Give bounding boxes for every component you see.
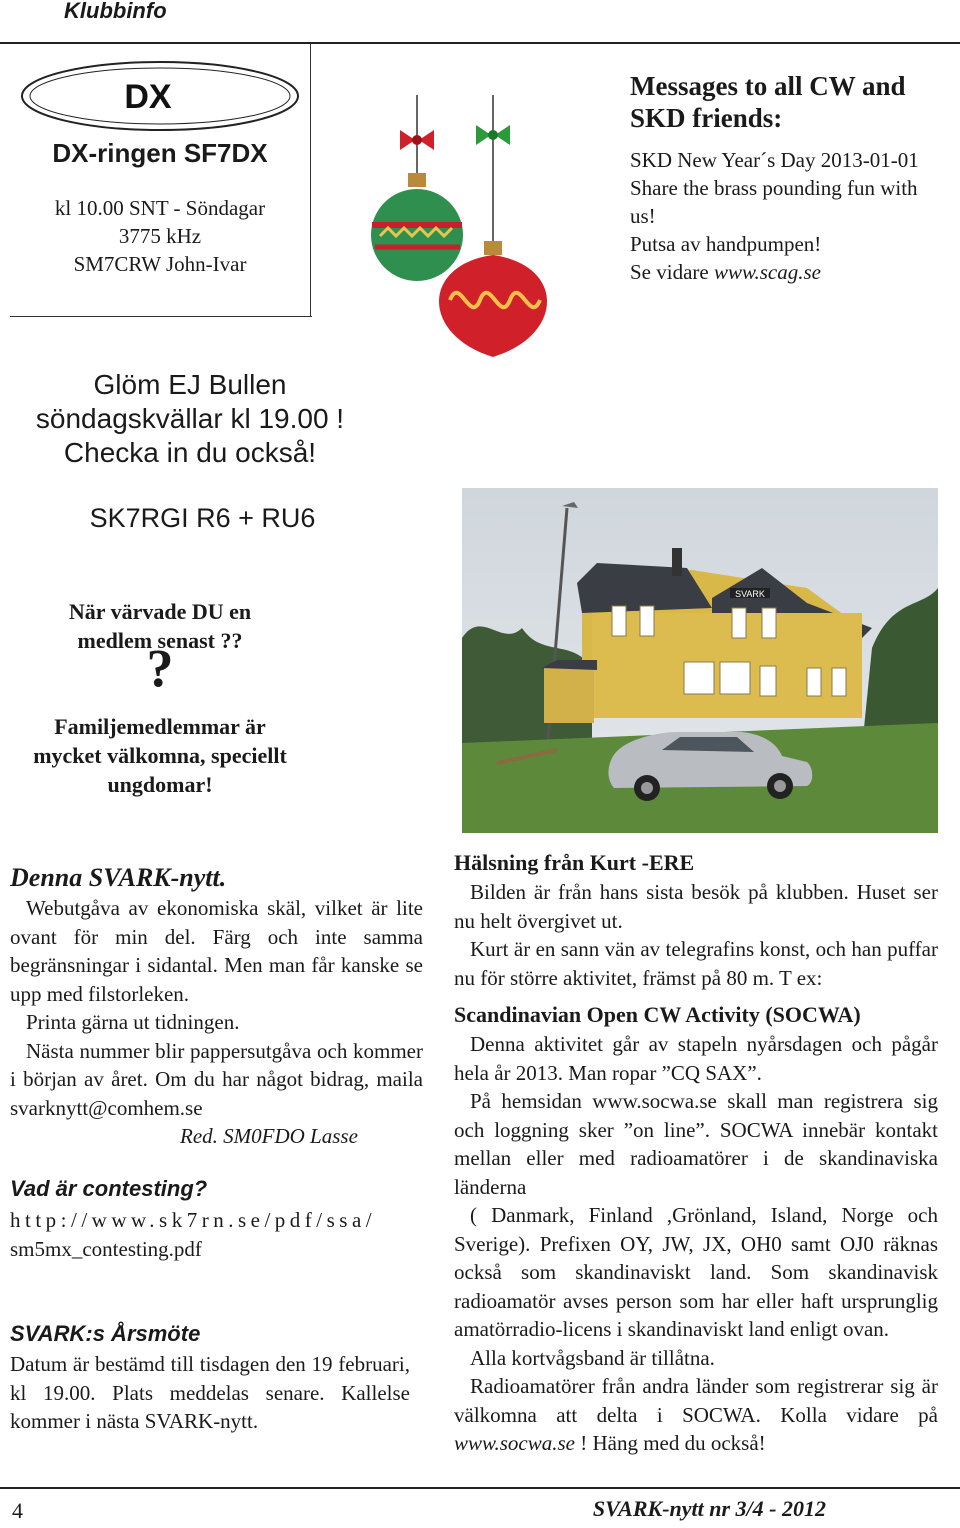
dx-title: DX-ringen SF7DX xyxy=(52,138,268,168)
denna-p3: Nästa nummer blir pappersutgåva och kommer i början av året. Om du har något bidrag, maila svarknytt@comhem.se xyxy=(10,1038,423,1120)
repeater-label: SK7RGI R6 + RU6 xyxy=(89,503,316,533)
dx-logo-text: DX xyxy=(124,78,172,116)
messages-line3: Putsa av handpumpen! xyxy=(630,232,822,256)
bullen-line3: Checka in du också! xyxy=(63,437,317,468)
scag-link[interactable]: www.scag.se xyxy=(713,260,821,284)
kurt-p6: Alla kortvågsband är tillåtna. xyxy=(470,1345,715,1370)
svark-house-sign: SVARK xyxy=(735,589,765,599)
kurt-p7-text: Radioamatörer från andra länder som registrerar sig är välkomna att delta i SOCWA. Kolla vidare på xyxy=(454,1374,938,1427)
dx-schedule: kl 10.00 SNT - Söndagar xyxy=(54,196,266,220)
kurt-p5: ( Danmark, Finland ,Grönland, Island, Norge och Sverige). Prefixen OY, JW, JX, OH0 samt OJ0 räknas också som skandinaviskt land. Som skandinavisk radioamatör avses person som har eller haft ursprunglig amatörradio-licens i skandinaviskt land enligt ovan. xyxy=(454,1203,938,1341)
kurt-p7-end: ! Häng med du också! xyxy=(574,1431,766,1455)
messages-line1: SKD New Year´s Day 2013-01-01 xyxy=(630,148,919,172)
denna-block xyxy=(10,862,423,1150)
socwa-body xyxy=(454,1030,938,1458)
kurt-body xyxy=(454,878,938,992)
recruit-question: När värvade DU en medlem senast ?? xyxy=(68,599,252,653)
dx-logo xyxy=(10,56,310,136)
denna-body xyxy=(10,894,423,1122)
contesting-url2[interactable]: sm5mx_contesting.pdf xyxy=(10,1237,202,1261)
socwa-title: Scandinavian Open CW Activity (SOCWA) xyxy=(454,1002,861,1027)
recruit-text: Familjemedlemmar är mycket välkomna, speciellt ungdomar! xyxy=(33,714,287,797)
section-header: Klubbinfo xyxy=(64,0,167,23)
denna-signature: Red. SM0FDO Lasse xyxy=(180,1124,358,1148)
denna-title: Denna SVARK-nytt. xyxy=(10,863,227,892)
kurt-p1: Bilden är från hans sista besök på klubben. Huset ser nu helt övergivet ut. xyxy=(454,880,938,933)
kurt-p2: Kurt är en sann vän av telegrafins konst, och han puffar nu för större aktivitet, främst på 80 m. T ex: xyxy=(454,937,938,990)
arsmote-block xyxy=(10,1318,410,1436)
denna-p1: Webutgåva av ekonomiska skäl, vilket är lite ovant för min del. Färg och inte samma begränsningar i sidantal. Men man får kanske se upp med filstorleken. xyxy=(10,896,423,1006)
arsmote-text: Datum är bestämd till tisdagen den 19 februari, kl 19.00. Plats meddelas senare. Kallelse kommer i nästa SVARK-nytt. xyxy=(10,1352,410,1433)
kurt-title: Hälsning från Kurt -ERE xyxy=(454,850,695,875)
bullen-line1: Glöm EJ Bullen xyxy=(93,369,287,400)
kurt-p7 xyxy=(454,1372,938,1458)
dx-contact: SM7CRW John-Ivar xyxy=(73,252,247,276)
dx-box-bottom-border xyxy=(10,316,312,317)
messages-line2: Share the brass pounding fun with us! xyxy=(630,176,918,228)
bullen-line2: söndagskvällar kl 19.00 ! xyxy=(35,403,345,434)
page-number: 4 xyxy=(12,1498,23,1523)
contesting-url1[interactable]: http://www.sk7rn.se/pdf/ssa/ xyxy=(10,1208,377,1232)
denna-p2: Printa gärna ut tidningen. xyxy=(26,1010,240,1034)
dx-box xyxy=(10,44,310,316)
kurt-block xyxy=(454,848,938,1458)
dx-box-right-border xyxy=(310,44,311,316)
footer-rule xyxy=(0,1487,960,1489)
socwa-link[interactable]: www.socwa.se xyxy=(454,1431,575,1455)
kurt-p3: Denna aktivitet går av stapeln nyårsdagen och pågår hela år 2013. Man ropar ”CQ SAX”. xyxy=(454,1032,938,1085)
issue-label: SVARK-nytt nr 3/4 - 2012 xyxy=(592,1496,826,1521)
messages-title: Messages to all CW and SKD friends: xyxy=(630,71,906,133)
messages-line4 xyxy=(630,258,940,286)
clubhouse-photo xyxy=(462,488,938,833)
question-mark: ? xyxy=(146,638,174,698)
bullen-block xyxy=(0,368,380,470)
messages-line4-prefix: Se vidare xyxy=(630,260,714,284)
christmas-ornaments-illustration xyxy=(360,95,560,365)
kurt-p4: På hemsidan www.socwa.se skall man registrera sig och loggning sker ”on line”. SOCWA innebär kontakt mellan eller med radioamatörer i de skandinaviska länderna xyxy=(454,1089,938,1199)
dx-frequency: 3775 kHz xyxy=(118,224,202,248)
arsmote-title: SVARK:s Årsmöte xyxy=(10,1321,201,1346)
contesting-block xyxy=(10,1172,423,1264)
contesting-title: Vad är contesting? xyxy=(10,1176,208,1201)
messages-block xyxy=(630,70,940,286)
